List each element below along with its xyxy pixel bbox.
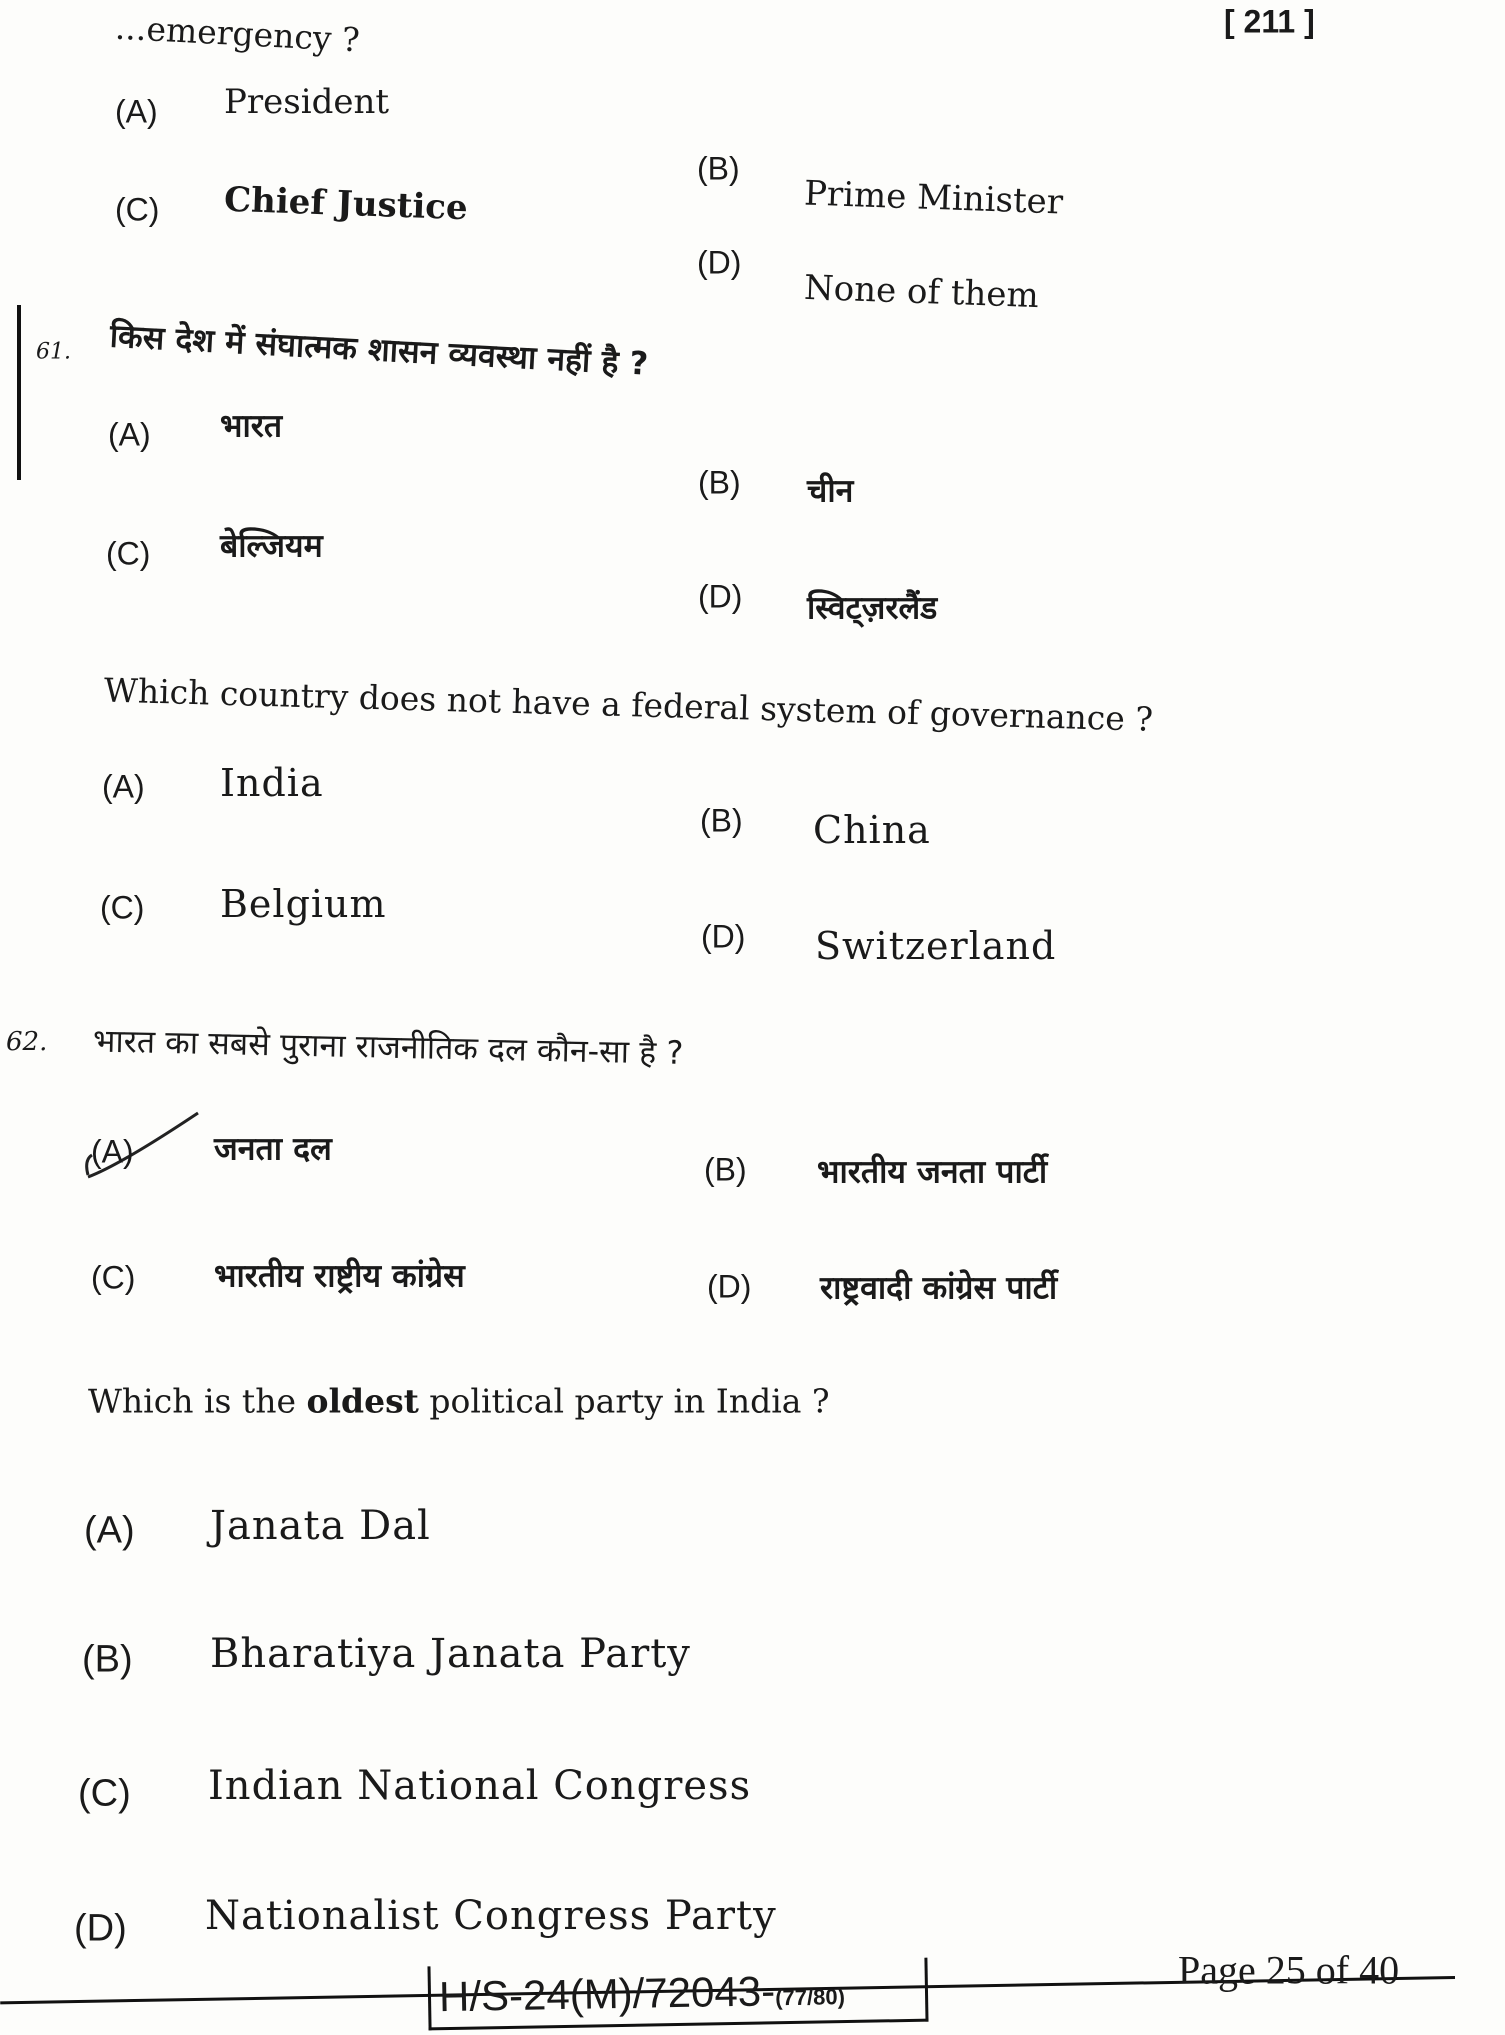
option-label: (C) [115,191,160,228]
question-text-part: Which is the [88,1381,307,1421]
option-text: None of them [803,267,1040,317]
option-text: जनता दल [214,1129,332,1168]
option-label: (A) [108,416,151,453]
question-text-english: Which country does not have a federal system of governance ? [103,670,1154,739]
option-label: (C) [100,889,145,926]
previous-question-fragment: ...emergency ? [114,7,361,60]
question-text-part: political party in India ? [418,1381,830,1421]
option-text: China [813,808,931,852]
paper-code: H/S-24(M)/72043- [438,1967,776,2021]
option-label: (A) [91,1133,134,1170]
option-label: (B) [704,1151,747,1188]
option-text: Bharatiya Janata Party [210,1631,691,1677]
option-text: President [224,82,390,122]
option-text: Switzerland [815,924,1057,968]
question-text-hindi: भारत का सबसे पुराना राजनीतिक दल कौन-सा है ? [92,1021,684,1072]
option-label: (A) [115,93,158,130]
option-label: (B) [700,802,743,839]
option-label: (D) [701,918,746,955]
option-label: (A) [102,768,145,805]
option-label: (D) [707,1268,752,1305]
question-text-hindi: किस देश में संघात्मक शासन व्यवस्था नहीं है ? [108,316,650,383]
option-text: Prime Minister [803,173,1064,223]
question-code: [ 211 ] [1224,3,1315,40]
option-text: India [220,761,324,805]
margin-mark [17,305,21,480]
question-number: 61. [36,339,71,365]
option-text: Nationalist Congress Party [205,1893,777,1939]
question-text-english [88,1382,830,1421]
option-text: चीन [807,471,854,510]
question-emphasis: oldest [306,1381,419,1421]
option-label: (C) [91,1259,136,1296]
option-label: (D) [698,578,743,615]
option-text: स्विट्ज़रलैंड [807,588,938,627]
option-label: (B) [82,1638,133,1681]
option-label: (D) [74,1907,127,1950]
option-text: Indian National Congress [208,1763,752,1809]
option-text: भारतीय राष्ट्रीय कांग्रेस [214,1256,465,1295]
option-label: (C) [78,1772,131,1815]
option-text: बेल्जियम [220,526,323,565]
option-label: (A) [84,1509,135,1552]
paper-code-box [427,1958,928,2031]
option-text: राष्ट्रवादी कांग्रेस पार्टी [820,1268,1058,1307]
option-text: भारतीय जनता पार्टी [817,1152,1048,1191]
option-text: भारत [220,406,283,445]
option-text: Janata Dal [210,1503,431,1549]
option-label: (B) [698,464,741,501]
question-number: 62. [6,1027,48,1057]
option-text: Chief Justice [223,179,469,229]
option-label: (D) [697,244,742,281]
page-number: Page 25 of 40 [1178,1947,1400,1993]
paper-code-suffix: (77/80) [774,1984,846,2011]
option-label: (C) [106,535,151,572]
option-text: Belgium [220,882,387,926]
option-label: (B) [697,150,740,187]
